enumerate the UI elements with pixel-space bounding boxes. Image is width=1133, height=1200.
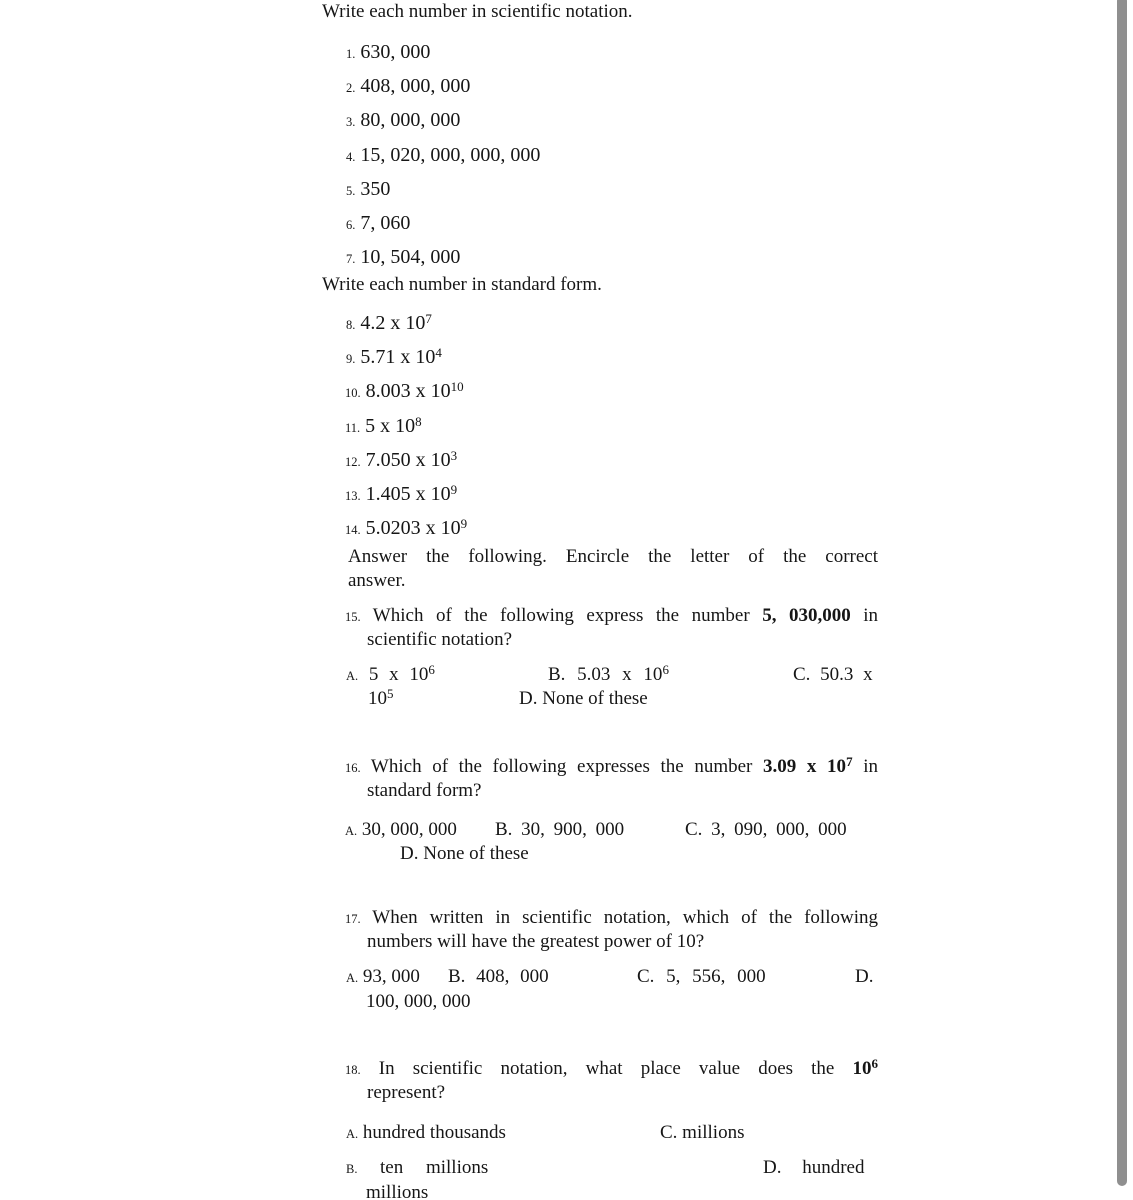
item-number: 14. — [345, 523, 361, 537]
q16-option-c: C. 3, 090, 000, 000 — [685, 819, 847, 840]
q16-bold-number — [763, 756, 853, 777]
item-value: 4.2 x 10 — [360, 312, 426, 334]
item-value: 5.0203 x 10 — [365, 517, 461, 539]
q18-option-a — [346, 1121, 506, 1146]
item-number: 3. — [346, 115, 356, 129]
item-exponent: 3 — [450, 448, 458, 463]
q17-options-row-1 — [0, 965, 1133, 989]
list-item-10 — [345, 379, 464, 405]
list-item-9 — [346, 345, 442, 371]
option-exponent: 6 — [428, 662, 435, 677]
q15-option-a — [346, 663, 435, 688]
item-number: 5. — [346, 184, 356, 198]
item-number: 9. — [346, 352, 356, 366]
item-number: 8. — [346, 318, 356, 332]
option-label: B. — [346, 1162, 358, 1176]
list-item-4 — [346, 143, 540, 169]
quiz-instruction — [348, 545, 878, 593]
q17-option-b: B. 408, 000 — [448, 966, 549, 987]
q15-options-row-2 — [0, 687, 1133, 711]
item-value: 350 — [360, 178, 391, 200]
item-number: 13. — [345, 489, 361, 503]
item-number: 4. — [346, 150, 356, 164]
instruction-line-2: answer. — [348, 570, 406, 591]
list-item-3 — [346, 108, 460, 134]
item-value: 15, 020, 000, 000, 000 — [360, 144, 541, 166]
q15-line-1 — [345, 604, 878, 628]
bold-base: 10 — [852, 1058, 872, 1079]
list-item-8 — [346, 311, 432, 337]
q17-option-d-label: D. — [855, 966, 874, 987]
list-item-14 — [345, 516, 467, 542]
q17-line-2: numbers will have the greatest power of 10? — [367, 931, 705, 952]
scrollbar-thumb[interactable] — [1117, 0, 1127, 1186]
q18-options-row-2 — [0, 1156, 1133, 1180]
item-value: 8.003 x 10 — [365, 380, 451, 402]
q15-option-b — [548, 663, 669, 687]
option-value: hundred thousands — [362, 1122, 506, 1143]
question-number: 15. — [345, 610, 361, 624]
option-label: A. — [346, 669, 359, 683]
q16-text: Which of the following expresses the number — [370, 756, 753, 777]
option-value: 93, 000 — [362, 966, 420, 987]
q18-option-b-label — [346, 1156, 357, 1181]
bold-exponent: 7 — [846, 755, 853, 769]
q18-line-1 — [345, 1057, 878, 1081]
q17-option-c: C. 5, 556, 000 — [637, 966, 766, 987]
option-label: A. — [346, 971, 359, 985]
q15-options-row-1 — [0, 663, 1133, 687]
q18-line-2: represent? — [367, 1082, 446, 1103]
item-exponent: 8 — [415, 414, 422, 429]
option-label: A. — [345, 824, 358, 838]
question-16 — [345, 755, 878, 803]
item-exponent: 7 — [425, 311, 432, 326]
item-exponent: 9 — [450, 482, 458, 497]
item-number: 12. — [345, 455, 361, 469]
q17-option-d-value: 100, 000, 000 — [366, 991, 471, 1012]
list-item-12 — [345, 448, 457, 474]
section-heading-scientific-notation: Write each number in scientific notation. — [322, 1, 633, 22]
q17-text: When written in scientific notation, which of the following — [372, 907, 878, 928]
q17-options-row-2 — [0, 990, 1133, 1014]
q18-options-row-1 — [0, 1121, 1133, 1145]
item-value: 10, 504, 000 — [360, 246, 461, 268]
item-number: 7. — [346, 252, 356, 266]
list-item-6 — [346, 211, 410, 237]
q17-line-1 — [345, 906, 878, 930]
question-15 — [345, 604, 878, 652]
instruction-line-1 — [348, 545, 878, 569]
option-label: A. — [346, 1127, 359, 1141]
item-value: 630, 000 — [360, 41, 431, 63]
q16-options-row-1 — [0, 818, 1133, 842]
q15-option-d: D. None of these — [519, 688, 648, 709]
q17-option-a — [346, 965, 420, 990]
item-exponent: 10 — [450, 379, 464, 394]
q18-option-c: C. millions — [660, 1122, 745, 1143]
q15-line-2: scientific notation? — [367, 629, 513, 650]
q15-text-end: in — [863, 605, 878, 626]
item-number: 11. — [345, 421, 361, 435]
item-number: 6. — [346, 218, 356, 232]
item-value: 5 x 10 — [365, 415, 416, 437]
bold-base: 3.09 x 10 — [763, 756, 847, 777]
list-item-1 — [346, 40, 430, 66]
q18-options-row-3 — [0, 1181, 1133, 1200]
q15-option-c — [793, 663, 873, 687]
list-item-7 — [346, 245, 460, 271]
q18-bold-number — [853, 1058, 878, 1079]
q16-option-b: B. 30, 900, 000 — [495, 819, 625, 840]
section-heading-standard-form: Write each number in standard form. — [322, 274, 602, 295]
option-exponent: 5 — [387, 686, 394, 701]
item-value: 5.71 x 10 — [360, 346, 436, 368]
option-value: 10 — [368, 688, 387, 709]
q15-bold-number: 5, 030,000 — [762, 605, 851, 626]
q16-option-d: D. None of these — [400, 843, 529, 864]
option-value: 30, 000, 000 — [361, 819, 457, 840]
q18-option-b-value: ten millions — [380, 1157, 489, 1178]
q18-option-d-wrap: millions — [366, 1182, 429, 1200]
q16-text-end: in — [863, 756, 878, 777]
list-item-5 — [346, 177, 390, 203]
item-value: 7, 060 — [360, 212, 411, 234]
item-value: 408, 000, 000 — [360, 75, 471, 97]
bold-exponent: 6 — [871, 1057, 878, 1071]
question-number: 18. — [345, 1063, 361, 1077]
option-value: B. 5.03 x 10 — [548, 664, 663, 685]
question-17 — [345, 906, 878, 954]
item-value: 1.405 x 10 — [365, 483, 451, 505]
item-exponent: 9 — [460, 516, 468, 531]
q16-options-row-2 — [0, 842, 1133, 866]
option-value: C. 50.3 x — [793, 664, 873, 685]
question-number: 17. — [345, 912, 361, 926]
question-18 — [345, 1057, 878, 1105]
instruction-text: Answer the following. Encircle the letter of the correct — [348, 546, 878, 567]
item-number: 1. — [346, 47, 356, 61]
item-number: 2. — [346, 81, 356, 95]
item-value: 80, 000, 000 — [360, 109, 461, 131]
list-item-11 — [345, 414, 422, 440]
q15-text: Which of the following express the number — [372, 605, 750, 626]
q18-option-d: D. hundred — [763, 1157, 865, 1178]
item-value: 7.050 x 10 — [365, 449, 451, 471]
item-exponent: 4 — [435, 345, 442, 360]
q16-line-1 — [345, 755, 878, 779]
list-item-13 — [345, 482, 457, 508]
q18-text: In scientific notation, what place value does the — [378, 1058, 835, 1079]
option-exponent: 6 — [662, 662, 669, 677]
item-number: 10. — [345, 386, 361, 400]
q16-option-a — [345, 818, 457, 843]
question-number: 16. — [345, 761, 361, 775]
q16-line-2: standard form? — [367, 780, 482, 801]
q15-option-c-continued — [368, 687, 394, 711]
option-value: 5 x 10 — [368, 664, 429, 685]
list-item-2 — [346, 74, 470, 100]
